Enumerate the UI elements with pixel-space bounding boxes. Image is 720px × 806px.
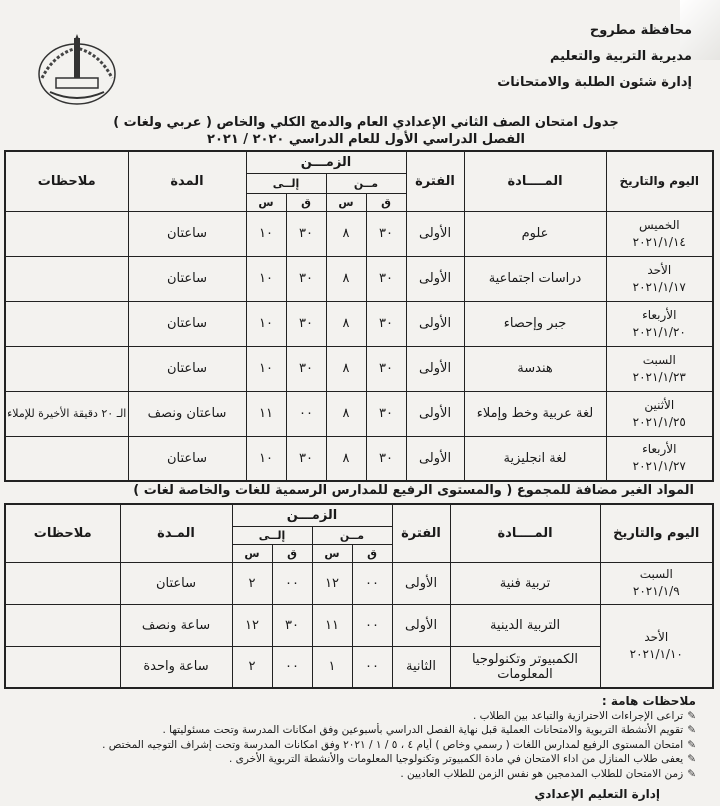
day-date-cell: الخميس ٢٠٢١/١/١٤ [606, 211, 713, 256]
footer-signature-label: إدارة التعليم الإعدادي [534, 787, 660, 801]
important-notes [20, 694, 696, 781]
to-q-cell: ٣٠ [272, 604, 312, 646]
subject-cell: دراسات اجتماعية [464, 256, 606, 301]
from-s-cell: ٨ [326, 436, 366, 481]
subject-cell: لغة انجليزية [464, 436, 606, 481]
period-cell: الأولى [406, 256, 464, 301]
to-q-cell: ٣٠ [286, 301, 326, 346]
day-date-cell: الأربعاء ٢٠٢١/١/٢٧ [606, 436, 713, 481]
period-cell: الأولى [406, 346, 464, 391]
col-to-s: س [246, 193, 286, 211]
from-q-cell: ٣٠ [366, 346, 406, 391]
to-q-cell: ٣٠ [286, 211, 326, 256]
table-row [5, 391, 713, 436]
from-q-cell: ٣٠ [366, 391, 406, 436]
note-item: ✎يعفى طلاب المنازل من اداء الامتحان في مادة الكمبيوتر وتكنولوجيا المعلومات والأنشطة التربوية الأخرى . [229, 753, 696, 765]
day-date-cell: الأثنين ٢٠٢١/١/٢٥ [606, 391, 713, 436]
notes-cell [5, 604, 120, 646]
table-row [5, 604, 713, 646]
subject-cell: علوم [464, 211, 606, 256]
header-block [492, 18, 692, 96]
to-s-cell: ١٠ [246, 301, 286, 346]
col-to-q: ق [272, 544, 312, 562]
to-s-cell: ١٠ [246, 256, 286, 301]
col-day-date: اليوم والتاريخ [600, 504, 713, 562]
duration-cell: ساعة ونصف [120, 604, 232, 646]
check-icon: ✎ [687, 724, 696, 736]
from-q-cell: ٠٠ [352, 562, 392, 604]
subject-cell: لغة عربية وخط وإملاء [464, 391, 606, 436]
exam-table-extra [4, 503, 714, 689]
col-to: إلــى [246, 173, 326, 193]
to-s-cell: ١٠ [246, 346, 286, 391]
duration-cell: ساعتان [128, 301, 246, 346]
period-cell: الأولى [392, 604, 450, 646]
from-q-cell: ٣٠ [366, 256, 406, 301]
section-title-extra-subjects: المواد الغير مضافة للمجموع ( والمستوى الرفيع للمدارس الرسمية للغات والخاصة لغات ) [133, 483, 694, 498]
col-day-date: اليوم والتاريخ [606, 151, 713, 211]
duration-cell: ساعتان [120, 562, 232, 604]
col-to-s: س [232, 544, 272, 562]
notes-cell [5, 256, 128, 301]
duration-cell: ساعتان [128, 211, 246, 256]
day-date-cell: الأربعاء ٢٠٢١/١/٢٠ [606, 301, 713, 346]
to-s-cell: ١١ [246, 391, 286, 436]
to-s-cell: ١٠ [246, 436, 286, 481]
table-row [5, 256, 713, 301]
note-item: ✎تراعى الإجراءات الاحترازية والتباعد بين الطلاب . [472, 709, 696, 722]
to-q-cell: ٠٠ [286, 391, 326, 436]
from-q-cell: ٠٠ [352, 646, 392, 688]
duration-cell: ساعتان ونصف [128, 391, 246, 436]
notes-cell: الـ ٢٠ دقيقة الأخيرة للإملاء [5, 391, 128, 436]
to-q-cell: ٣٠ [286, 256, 326, 301]
col-from: مــن [312, 526, 392, 544]
col-time: الزمـــن [232, 504, 392, 526]
col-duration: المـدة [120, 504, 232, 562]
note-item: ✎زمن الامتحان للطلاب المدمجين هو نفس الزمن للطلاب العاديين . [400, 767, 696, 780]
header-line: محافظة مطروح [589, 23, 692, 38]
from-q-cell: ٣٠ [366, 211, 406, 256]
col-subject: المــــادة [464, 151, 606, 211]
period-cell: الأولى [406, 391, 464, 436]
exam-table-main [4, 150, 714, 482]
subject-cell: التربية الدينية [450, 604, 600, 646]
col-period: الفترة [406, 151, 464, 211]
period-cell: الأولى [406, 436, 464, 481]
day-date-cell: السبت ٢٠٢١/١/٢٣ [606, 346, 713, 391]
from-s-cell: ١٢ [312, 562, 352, 604]
to-q-cell: ٣٠ [286, 346, 326, 391]
col-to-q: ق [286, 193, 326, 211]
from-s-cell: ٨ [326, 211, 366, 256]
notes-cell [5, 346, 128, 391]
col-from: مــن [326, 173, 406, 193]
ministry-emblem-icon [34, 34, 120, 110]
from-q-cell: ٣٠ [366, 301, 406, 346]
period-cell: الأولى [406, 301, 464, 346]
to-s-cell: ١٠ [246, 211, 286, 256]
to-q-cell: ٠٠ [272, 562, 312, 604]
header-line: إدارة شئون الطلبة والامتحانات [497, 75, 692, 90]
schedule-subtitle: الفصل الدراسي الأول للعام الدراسي ٢٠٢٠ / ٢٠٢١ [207, 132, 525, 147]
notes-cell [5, 301, 128, 346]
subject-cell: تربية فنية [450, 562, 600, 604]
period-cell: الثانية [392, 646, 450, 688]
col-duration: المدة [128, 151, 246, 211]
day-date-cell: الأحد ٢٠٢١/١/١٧ [606, 256, 713, 301]
from-s-cell: ٨ [326, 256, 366, 301]
check-icon: ✎ [687, 753, 696, 765]
duration-cell: ساعتان [128, 256, 246, 301]
check-icon: ✎ [687, 709, 696, 722]
table-row [5, 436, 713, 481]
to-s-cell: ٢ [232, 562, 272, 604]
duration-cell: ساعتان [128, 346, 246, 391]
notes-cell [5, 211, 128, 256]
to-s-cell: ١٢ [232, 604, 272, 646]
note-item: ✎امتحان المستوى الرفيع لمدارس اللغات ( رسمي وخاص ) أيام ٤ ، ٥ / ١ / ٢٠٢١ وفق امكانات المدرسة وتحت إشراف التوجيه المختص . [102, 738, 696, 751]
note-item: ✎تقويم الأنشطة التربوية والامتحانات العملية قبل نهاية الفصل الدراسي بأسبوعين وفق امكانات المدرسة وتحت مسئوليتها . [162, 724, 696, 736]
col-time: الزمـــن [246, 151, 406, 173]
duration-cell: ساعة واحدة [120, 646, 232, 688]
to-q-cell: ٣٠ [286, 436, 326, 481]
day-date-cell: السبت ٢٠٢١/١/٩ [600, 562, 713, 604]
from-q-cell: ٣٠ [366, 436, 406, 481]
to-q-cell: ٠٠ [272, 646, 312, 688]
from-s-cell: ٨ [326, 346, 366, 391]
col-period: الفترة [392, 504, 450, 562]
col-to: إلــى [232, 526, 312, 544]
from-s-cell: ٨ [326, 391, 366, 436]
from-q-cell: ٠٠ [352, 604, 392, 646]
notes-cell [5, 436, 128, 481]
check-icon: ✎ [687, 738, 696, 751]
from-s-cell: ١١ [312, 604, 352, 646]
subject-cell: جبر وإحصاء [464, 301, 606, 346]
period-cell: الأولى [406, 211, 464, 256]
col-from-s: س [326, 193, 366, 211]
header-line: مديرية التربية والتعليم [549, 49, 692, 64]
duration-cell: ساعتان [128, 436, 246, 481]
period-cell: الأولى [392, 562, 450, 604]
table-row [5, 301, 713, 346]
col-notes: ملاحظات [5, 151, 128, 211]
notes-cell [5, 562, 120, 604]
check-icon: ✎ [687, 767, 696, 780]
from-s-cell: ١ [312, 646, 352, 688]
col-from-s: س [312, 544, 352, 562]
col-from-q: ق [352, 544, 392, 562]
table-row [5, 211, 713, 256]
day-date-cell: الأحد ٢٠٢١/١/١٠ [600, 604, 713, 688]
notes-cell [5, 646, 120, 688]
subject-cell: هندسة [464, 346, 606, 391]
col-from-q: ق [366, 193, 406, 211]
from-s-cell: ٨ [326, 301, 366, 346]
table-row [5, 562, 713, 604]
subject-cell: الكمبيوتر وتكنولوجيا المعلومات [450, 646, 600, 688]
notes-title: ملاحظات هامة : [601, 694, 696, 708]
col-notes: ملاحظات [5, 504, 120, 562]
to-s-cell: ٢ [232, 646, 272, 688]
schedule-title: جدول امتحان الصف الثاني الإعدادي العام والدمج الكلي والخاص ( عربي ولغات ) [113, 115, 619, 130]
table-row [5, 346, 713, 391]
col-subject: المــــادة [450, 504, 600, 562]
